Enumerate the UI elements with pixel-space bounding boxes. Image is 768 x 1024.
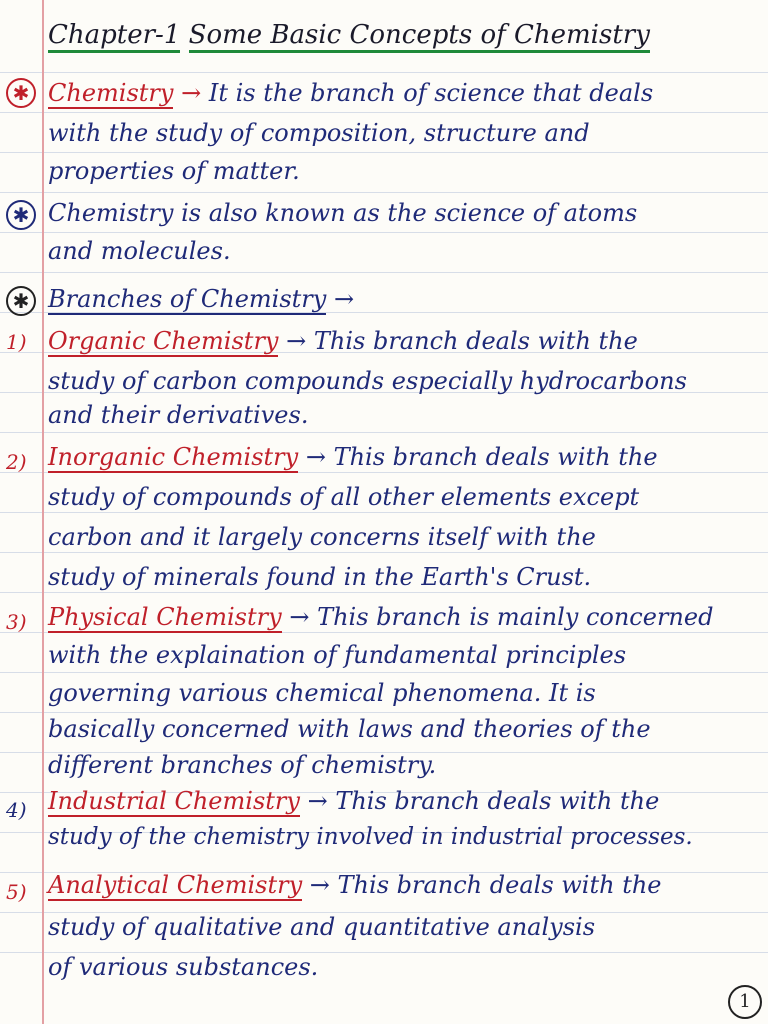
branch-name: Physical Chemistry [48, 603, 282, 631]
branch-number: 2) [6, 450, 27, 474]
branch-text: and their derivatives. [48, 401, 309, 429]
branches-heading [48, 284, 354, 314]
definition-line-2: with the study of composition, structure and [48, 119, 590, 147]
chapter-title: Some Basic Concepts of Chemistry [189, 20, 650, 53]
definition-line-3: properties of matter. [48, 157, 300, 185]
branch-text: with the explaination of fundamental principles [48, 641, 627, 669]
branch-number: 4) [6, 798, 27, 822]
branch-text: study of qualitative and quantitative analysis [48, 913, 596, 941]
star-bullet-icon: ✱ [6, 200, 36, 230]
margin-line [42, 0, 44, 1024]
branch-industrial-line-1 [48, 786, 659, 816]
definition-arrow: → [181, 79, 202, 107]
branch-text: governing various chemical phenomena. It is [48, 679, 596, 707]
branch-name: Organic Chemistry [48, 327, 279, 355]
branch-arrow: → [307, 787, 328, 815]
branch-arrow: → [309, 871, 330, 899]
branch-arrow: → [289, 603, 310, 631]
branch-text: This branch deals with the [337, 871, 662, 899]
branch-text: This branch deals with the [335, 787, 660, 815]
branch-text: basically concerned with laws and theories of the [48, 715, 651, 743]
branch-name: Inorganic Chemistry [48, 443, 299, 471]
branch-text: different branches of chemistry. [48, 751, 437, 779]
note-line-1: Chemistry is also known as the science of atoms [48, 199, 638, 227]
branch-arrow: → [286, 327, 307, 355]
branch-number: 5) [6, 880, 27, 904]
branches-heading-arrow: → [333, 285, 355, 313]
branch-number: 3) [6, 610, 27, 634]
branch-name: Industrial Chemistry [48, 787, 300, 815]
branch-text: study of the chemistry involved in industrial processes. [48, 824, 693, 850]
branch-text: study of carbon compounds especially hydrocarbons [48, 367, 687, 395]
definition-text-1: It is the branch of science that deals [208, 79, 654, 107]
branch-text: of various substances. [48, 953, 319, 981]
branch-text: study of minerals found in the Earth's Crust. [48, 563, 592, 591]
branch-organic-line-1 [48, 326, 638, 356]
branch-inorganic-line-1 [48, 442, 658, 472]
branch-number: 1) [6, 330, 27, 354]
branch-text: This branch is mainly concerned [317, 603, 714, 631]
page-title [48, 20, 650, 50]
note-line-2: and molecules. [48, 237, 231, 265]
branch-text: carbon and it largely concerns itself with the [48, 523, 596, 551]
definition-term: Chemistry [48, 79, 174, 107]
branch-arrow: → [305, 443, 326, 471]
page-number: 1 [728, 985, 762, 1019]
branches-heading-text: Branches of Chemistry [48, 285, 327, 313]
branch-physical-line-1 [48, 602, 713, 632]
branch-text: This branch deals with the [333, 443, 658, 471]
star-bullet-icon: ✱ [6, 78, 36, 108]
star-bullet-icon: ✱ [6, 286, 36, 316]
branch-analytical-line-1 [48, 870, 662, 900]
branch-text: study of compounds of all other elements except [48, 483, 640, 511]
definition-line-1 [48, 78, 653, 108]
chapter-label: Chapter-1 [48, 20, 180, 53]
branch-text: This branch deals with the [313, 327, 638, 355]
branch-name: Analytical Chemistry [48, 871, 303, 899]
